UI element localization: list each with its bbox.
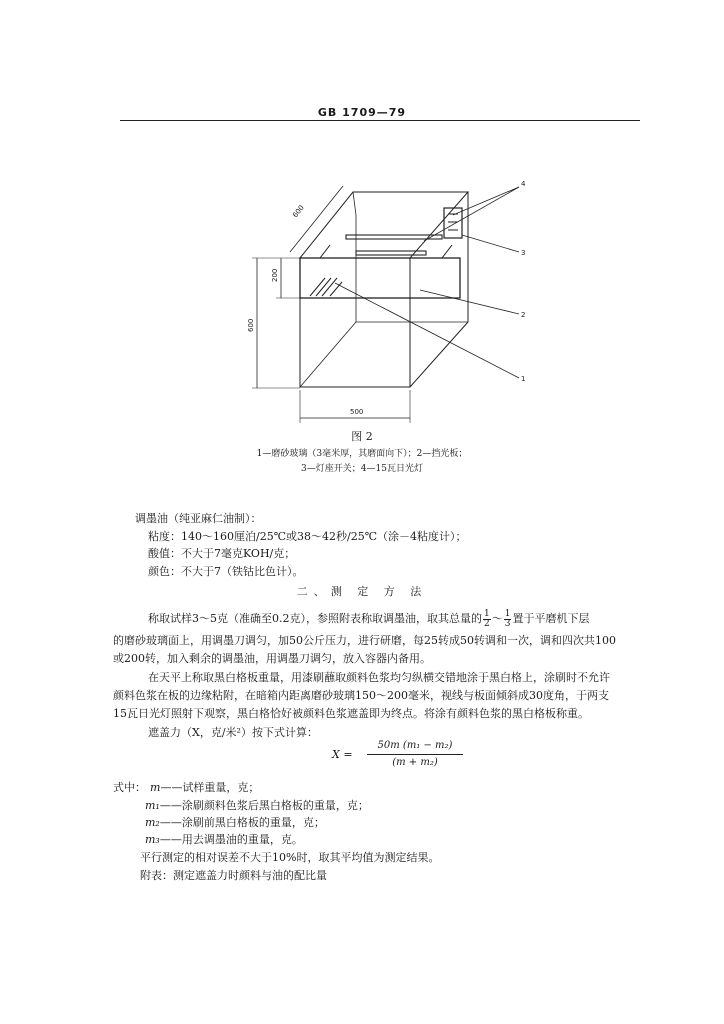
method-p1-line3: 或200转，加入剩余的调墨油，用调墨刀调匀，放入容器内备用。 — [113, 652, 431, 665]
definition-symbol: m₃ — [145, 833, 160, 846]
box-inner-back-top — [353, 192, 356, 215]
definition-item — [145, 799, 369, 813]
definition-item — [145, 833, 303, 847]
fraction-one-third: $\frac{1}{3}$ — [504, 608, 511, 629]
method-p2-line3: 15瓦日光灯照射下观察，黑白格恰好被颜料色浆遮盖即为终点。将涂有颜料色浆的黑白格板称重。 — [113, 707, 589, 720]
definition-text: ——涂刷前黑白格板的重量，克； — [159, 816, 325, 829]
method-p2-line1: 在天平上称取黑白格板重量，用漆刷蘸取颜料色浆均匀纵横交错地涂于黑白格上，涂刷时不允许 — [148, 671, 610, 684]
definition-text: ——涂刷颜料色浆后黑白格板的重量，克； — [159, 799, 369, 812]
callout-4: 4 — [521, 180, 526, 188]
formula-fraction-bar — [367, 754, 463, 755]
method-p3: 遮盖力（X，克/米²）按下式计算： — [148, 726, 318, 739]
dim-width-label: 500 — [350, 408, 364, 416]
oil-spec-acid-value: 酸值：不大于7毫克KOH/克； — [148, 547, 296, 560]
dim-top-depth — [290, 186, 343, 252]
document-header: GB 1709—79 — [317, 106, 407, 119]
method-p1-start: 称取试样3～5克（准确至0.2克），参照附表称取调墨油，取其总量的 — [148, 612, 482, 625]
definitions-lead: 式中： — [113, 781, 146, 794]
method-p2-line2: 颜料色浆在板的边缘粘附，在暗箱内距离磨砂玻璃150～200毫米，视线与板面倾斜成30度角，于两支 — [113, 689, 609, 702]
oil-spec-color: 颜色：不大于7（铁钴比色计）。 — [148, 565, 304, 578]
figure-caption-line1: 1—磨砂玻璃（3毫米厚，其磨面向下）；2—挡光板； — [256, 449, 468, 459]
appendix-note: 附表：测定遮盖力时颜料与油的配比量 — [140, 869, 327, 882]
callout-2: 2 — [521, 311, 526, 319]
definition-item — [150, 781, 259, 795]
formula-lhs: X = — [332, 748, 353, 761]
method-p1-line2: 的磨砂玻璃面上，用调墨刀调匀，加50公斤压力，进行研磨，每25转成50转调和一次，调和四次共100 — [113, 634, 616, 647]
fraction-tilde: ～ — [491, 612, 503, 625]
definition-item — [145, 816, 325, 830]
callout-3: 3 — [521, 249, 526, 257]
leader-3 — [462, 235, 519, 252]
method-p1-line1 — [148, 605, 589, 633]
definition-text: ——试样重量，克； — [160, 781, 260, 794]
box-top-face — [300, 192, 468, 258]
leader-4a — [424, 187, 519, 241]
definition-symbol: m — [150, 781, 161, 794]
fraction-one-half: $\frac{1}{2}$ — [484, 608, 490, 629]
leader-1 — [335, 283, 519, 378]
method-p1-end: 置于平磨机下层 — [512, 612, 590, 625]
tolerance-note: 平行测定的相对误差不大于10%时，取其平均值为测定结果。 — [140, 851, 440, 864]
section-title: 二、测 定 方 法 — [296, 585, 428, 598]
figure-title: 图 2 — [351, 430, 373, 443]
leader-4b — [453, 187, 519, 215]
light-shield-panel — [300, 258, 460, 298]
formula-denominator: (m + m₂) — [392, 757, 438, 768]
leader-2 — [420, 290, 519, 314]
box-inner-diagonal — [300, 322, 356, 387]
panel-depth-right — [442, 245, 452, 258]
oil-spec-viscosity: 粘度：140～160厘泊/25℃或38～42秒/25℃（涂－4粘度计）； — [148, 530, 467, 543]
formula-numerator: 50m (m₁ − m₂) — [377, 740, 453, 751]
figure-caption-line2: 3—灯座开关；4—15瓦日光灯 — [301, 464, 423, 474]
definition-symbol: m₂ — [145, 816, 160, 829]
box-right-bottom-edge — [410, 322, 468, 387]
oil-spec-title: 调墨油（纯亚麻仁油制）： — [135, 512, 262, 525]
dim-panel-height-label: 200 — [271, 268, 279, 282]
dim-top-depth-label: 600 — [291, 203, 306, 220]
dim-height-label: 600 — [247, 318, 255, 332]
dark-box-diagram — [0, 0, 724, 430]
panel-depth-left — [320, 245, 330, 258]
callout-1: 1 — [521, 375, 526, 383]
definition-text: ——用去调墨油的重量，克。 — [159, 833, 303, 846]
definition-symbol: m₁ — [145, 799, 160, 812]
